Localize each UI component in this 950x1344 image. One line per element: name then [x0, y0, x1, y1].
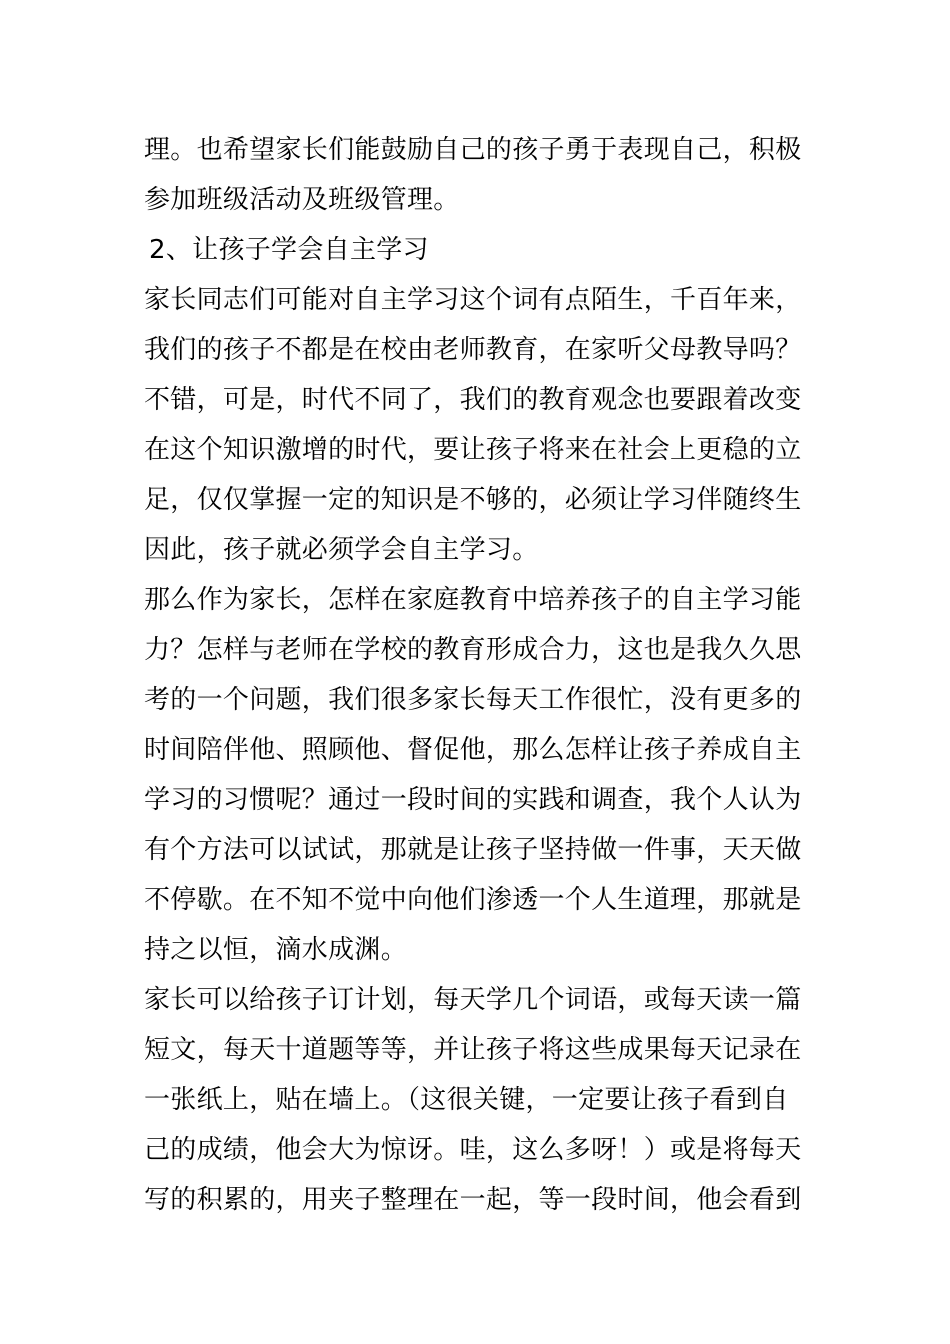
text-line: 一张纸上，贴在墙上。（这很关键，一定要让孩子看到自	[144, 1085, 789, 1115]
section-heading: 2、让孩子学会自主学习	[149, 235, 429, 265]
text-line: 学习的习惯呢？通过一段时间的实践和调查，我个人认为	[144, 785, 802, 815]
text-line: 参加班级活动及班级管理。	[144, 185, 460, 215]
text-line: 力？怎样与老师在学校的教育形成合力，这也是我久久思	[144, 635, 802, 665]
text-line: 那么作为家长，怎样在家庭教育中培养孩子的自主学习能	[144, 585, 802, 615]
text-line: 我们的孩子不都是在校由老师教育，在家听父母教导吗？	[144, 335, 802, 365]
text-line: 因此，孩子就必须学会自主学习。	[144, 535, 539, 565]
text-line: 足，仅仅掌握一定的知识是不够的，必须让学习伴随终生	[144, 485, 802, 515]
text-line: 不错，可是，时代不同了，我们的教育观念也要跟着改变	[144, 385, 802, 415]
text-line: 考的一个问题，我们很多家长每天工作很忙，没有更多的	[144, 685, 802, 715]
text-line: 短文，每天十道题等等，并让孩子将这些成果每天记录在	[144, 1035, 802, 1065]
text-line: 时间陪伴他、照顾他、督促他，那么怎样让孩子养成自主	[144, 735, 802, 765]
text-line: 不停歇。在不知不觉中向他们渗透一个人生道理，那就是	[144, 885, 802, 915]
text-line: 持之以恒，滴水成渊。	[144, 935, 408, 965]
text-line: 家长可以给孩子订计划，每天学几个词语，或每天读一篇	[144, 985, 802, 1015]
text-line: 己的成绩，他会大为惊讶。哇，这么多呀！）或是将每天	[144, 1135, 802, 1165]
text-line: 理。也希望家长们能鼓励自己的孩子勇于表现自己，积极	[144, 135, 802, 165]
text-line: 有个方法可以试试，那就是让孩子坚持做一件事，天天做	[144, 835, 802, 865]
text-line: 家长同志们可能对自主学习这个词有点陌生，千百年来，	[144, 285, 802, 315]
text-line: 写的积累的，用夹子整理在一起，等一段时间，他会看到	[144, 1185, 802, 1215]
text-line: 在这个知识激增的时代，要让孩子将来在社会上更稳的立	[144, 435, 802, 465]
